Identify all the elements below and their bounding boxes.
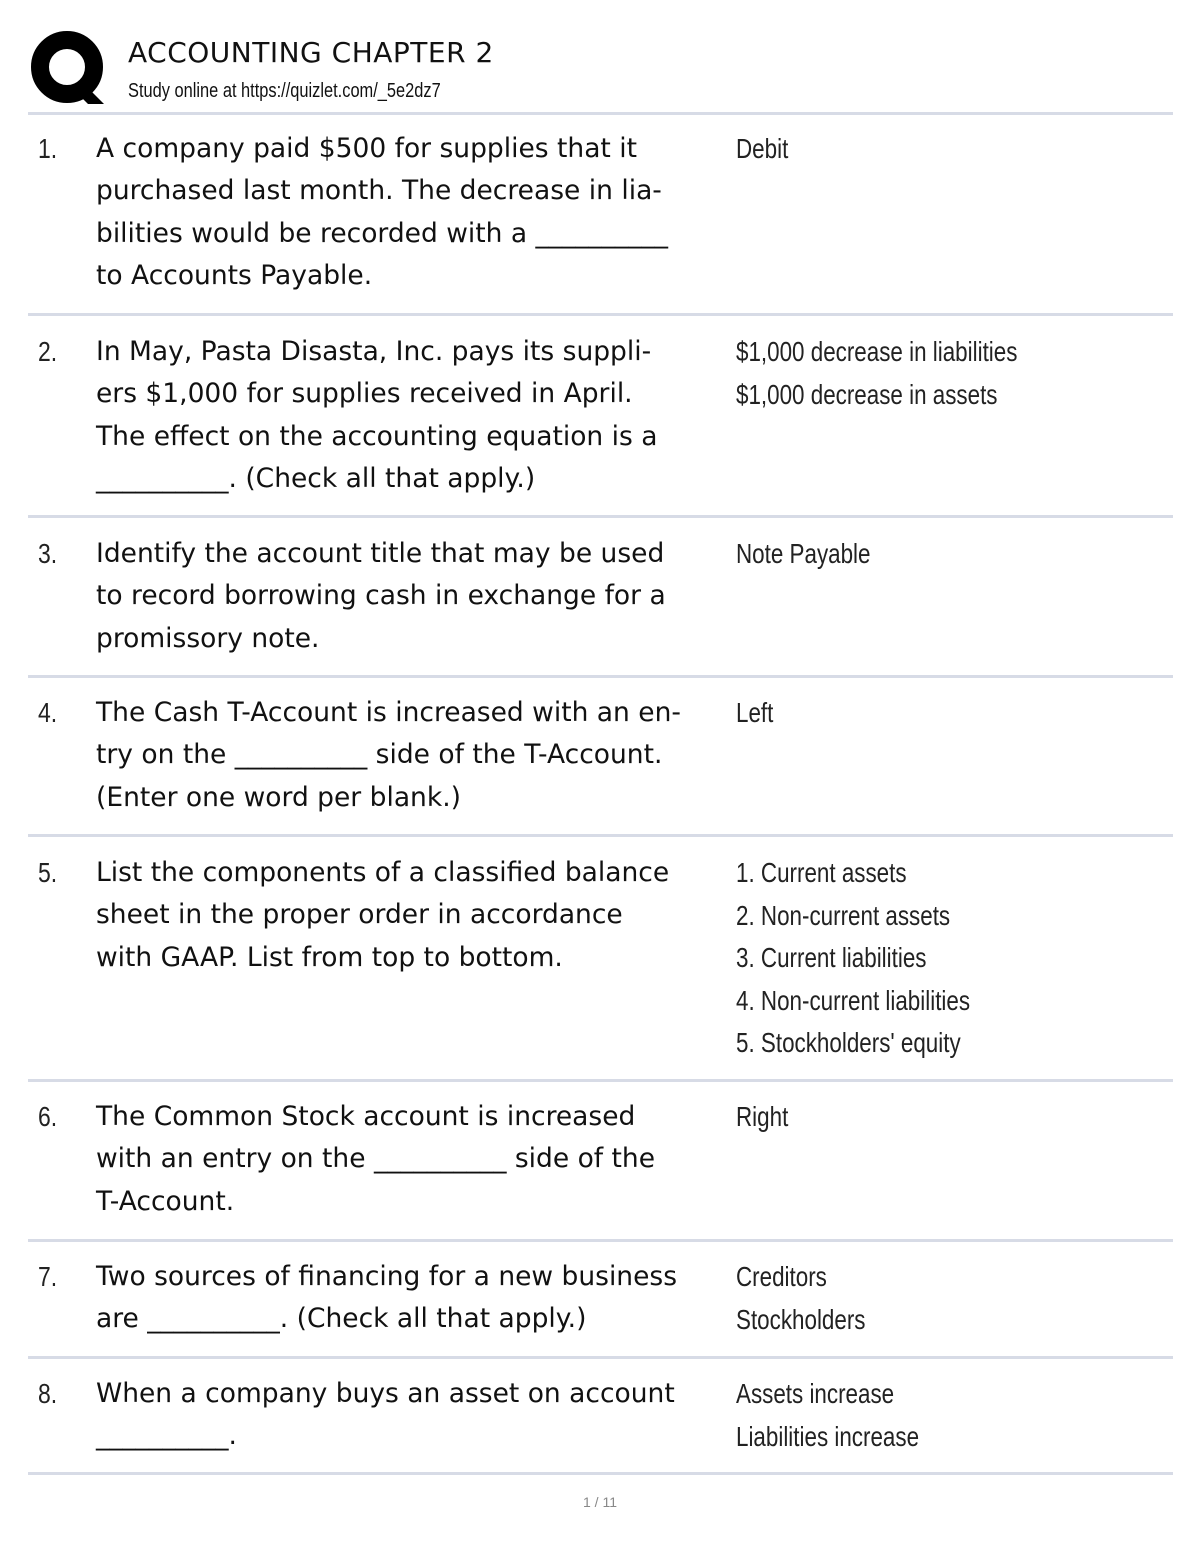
card-number: 7. [38,1261,58,1292]
question-line: purchased last month. The decrease in lia- [96,175,662,207]
answer-line: Debit [736,133,789,164]
question-line: When a company buys an asset on account [96,1378,675,1409]
question-line: List the components of a classified balance [96,857,670,888]
card-answer [736,852,1156,1065]
question-line: try on the __________ side of the T-Account. [96,739,663,771]
card-divider [28,1079,1173,1082]
card-divider [28,1239,1173,1242]
question-line: to Accounts Payable. [96,259,373,291]
card-divider [28,313,1173,316]
question-line: are __________. (Check all that apply.) [96,1303,587,1335]
answer-line: Left [736,697,774,728]
answer-line: Stockholders [736,1303,866,1335]
answer-line: 2. Non-current assets [736,899,951,931]
question-line: The effect on the accounting equation is a [96,420,658,452]
answer-line: $1,000 decrease in assets [736,378,998,410]
question-line: T-Account. [96,1185,235,1217]
answer-line: Note Payable [736,538,871,569]
question-line: promissory note. [96,622,320,654]
card-divider [28,675,1173,678]
question-line: ers $1,000 for supplies received in April. [96,378,633,410]
question-line: In May, Pasta Disasta, Inc. pays its suppli- [96,336,652,367]
card-answer [736,692,1156,735]
card-question [96,128,736,297]
answer-line: Creditors [736,1261,827,1292]
answer-line: Right [736,1101,789,1132]
question-line: The Cash T-Account is increased with an en- [96,697,681,728]
study-online-link[interactable]: Study online at https://quizlet.com/_5e2dz7 [128,80,441,102]
card-divider [28,1356,1173,1359]
question-line: __________. [96,1420,237,1452]
question-line: bilities would be recorded with a __________ [96,217,669,249]
page-title: ACCOUNTING CHAPTER 2 [128,36,494,69]
answer-line: 1. Current assets [736,857,907,888]
card-question [96,692,736,819]
card-answer [736,128,1156,171]
question-line: with GAAP. List from top to bottom. [96,941,563,973]
card-answer [736,331,1156,416]
page-number: 1 / 11 [583,1494,617,1510]
question-line: The Common Stock account is increased [96,1101,636,1132]
answer-line: 4. Non-current liabilities [736,984,971,1016]
card-question [96,533,736,660]
card-answer [736,1256,1156,1341]
card-divider [28,515,1173,518]
card-divider [28,834,1173,837]
question-line: Two sources of financing for a new business [96,1261,678,1292]
quizlet-logo-icon [30,30,108,108]
answer-line: Assets increase [736,1378,895,1409]
question-line: A company paid $500 for supplies that it [96,133,637,164]
question-line: sheet in the proper order in accordance [96,899,623,931]
answer-line: 3. Current liabilities [736,942,927,973]
header-divider [28,112,1173,115]
card-number: 2. [38,336,58,367]
card-number: 6. [38,1101,58,1132]
question-line: to record borrowing cash in exchange for a [96,580,666,612]
card-answer [736,533,1156,576]
card-question [96,1256,736,1341]
question-line: __________. (Check all that apply.) [96,462,536,494]
card-answer [736,1373,1156,1458]
card-number: 3. [38,538,58,569]
card-question [96,331,736,500]
card-number: 4. [38,697,58,728]
card-question [96,852,736,979]
card-question [96,1096,736,1223]
card-answer [736,1096,1156,1139]
question-line: with an entry on the __________ side of the [96,1143,656,1175]
answer-line: Liabilities increase [736,1420,920,1452]
answer-line: 5. Stockholders' equity [736,1027,961,1058]
card-number: 5. [38,857,58,888]
card-number: 1. [38,133,58,164]
question-line: Identify the account title that may be used [96,538,665,569]
card-number: 8. [38,1378,58,1409]
page-header [30,28,1172,112]
card-question [96,1373,736,1458]
card-divider [28,1472,1173,1475]
answer-line: $1,000 decrease in liabilities [736,336,1018,367]
question-line: (Enter one word per blank.) [96,781,461,813]
